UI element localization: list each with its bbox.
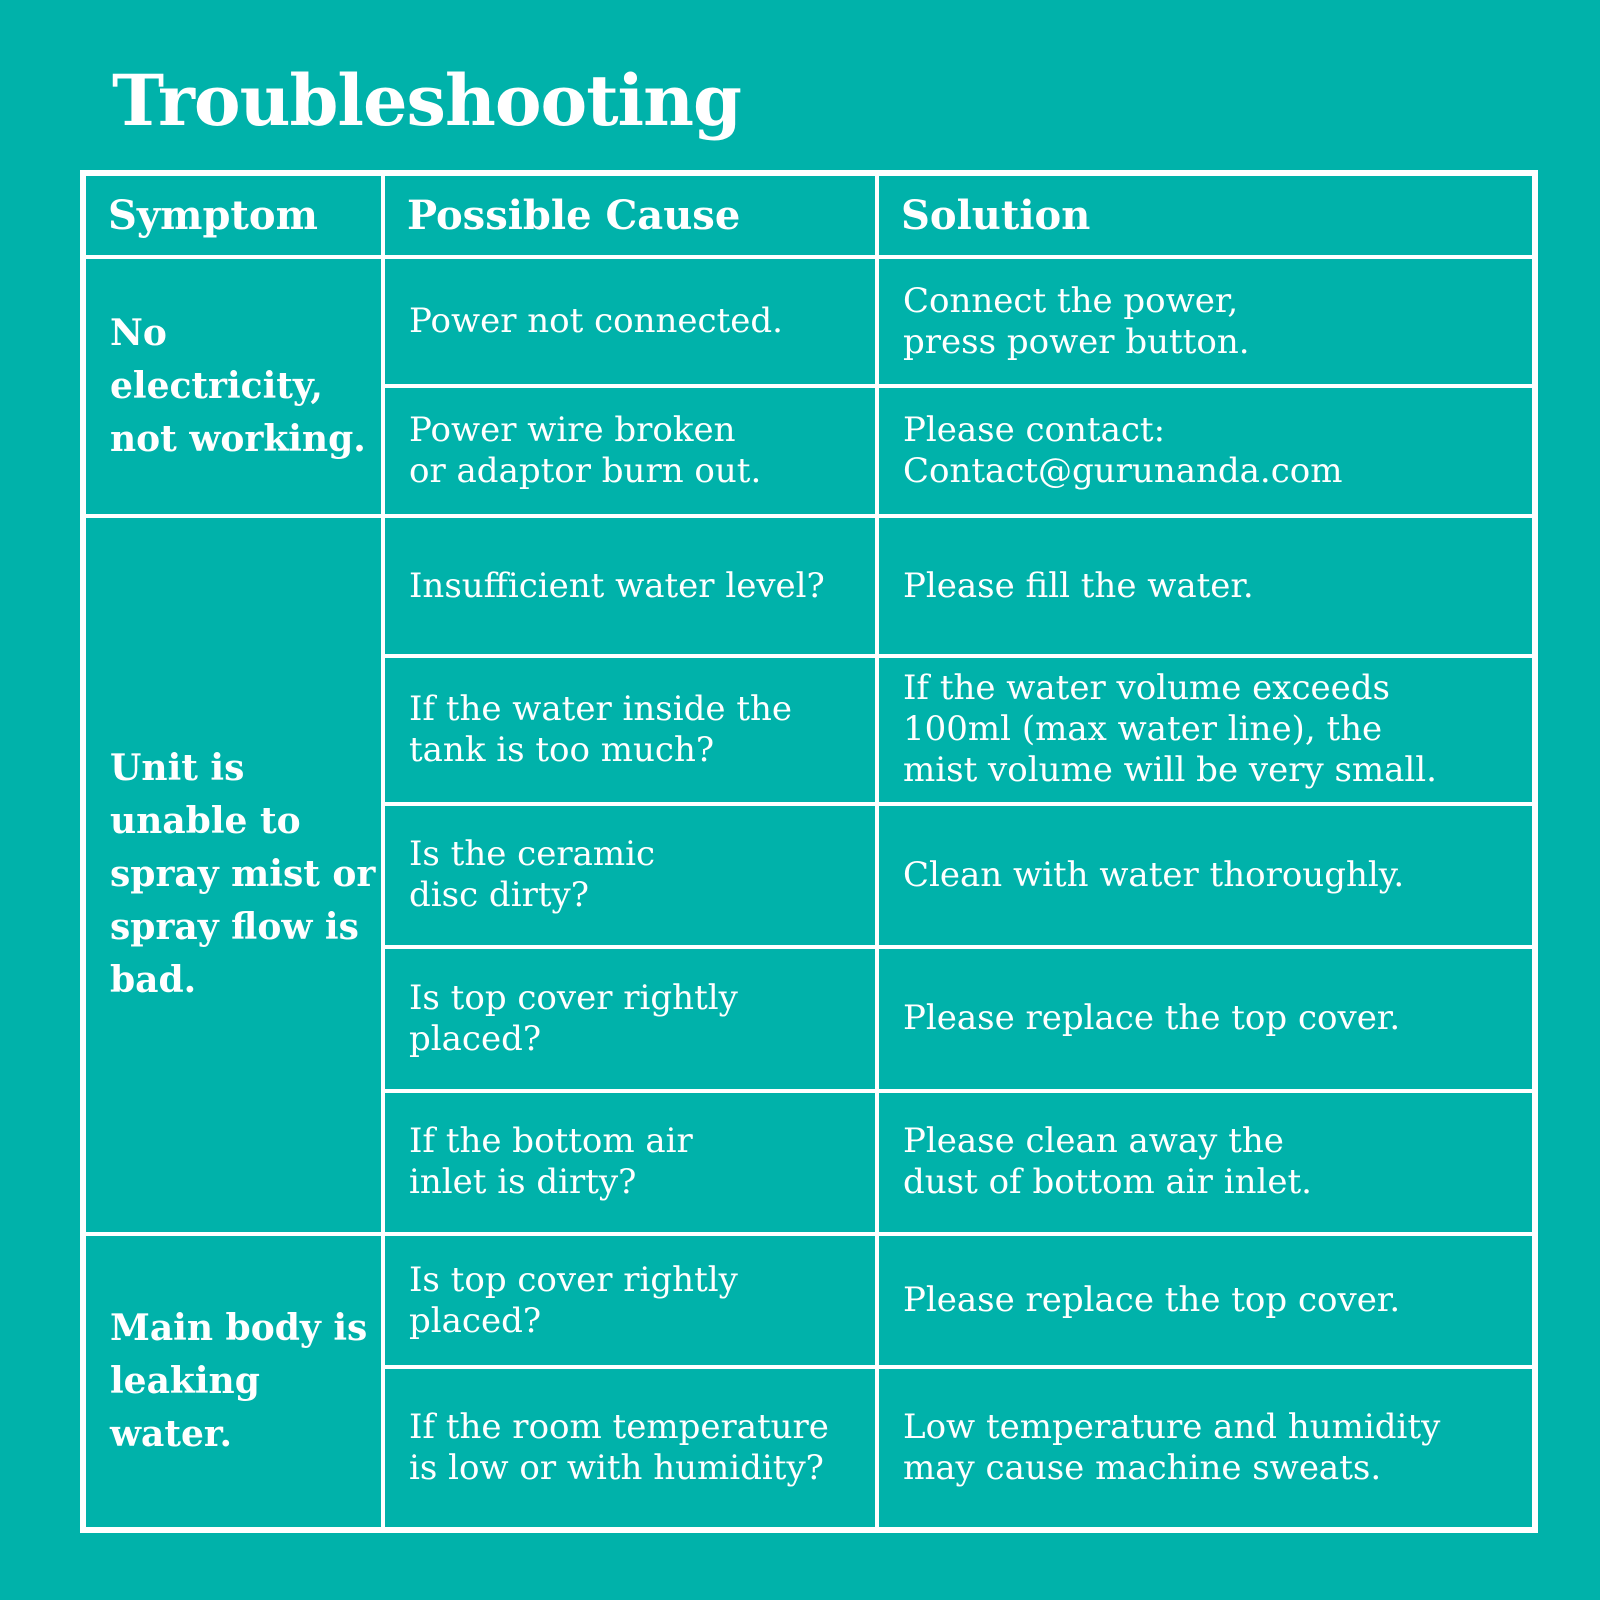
solution-cell: Please replace the top cover.: [877, 947, 1535, 1090]
troubleshooting-table: [80, 170, 1538, 1533]
solution-cell: Please replace the top cover.: [877, 1234, 1535, 1367]
table-row: [83, 1234, 1535, 1367]
solution-cell: If the water volume exceeds 100ml (max water line), the mist volume will be very small.: [877, 656, 1535, 803]
cause-cell: Is the ceramic disc dirty?: [383, 804, 877, 947]
cause-cell: If the bottom air inlet is dirty?: [383, 1091, 877, 1234]
cause-cell: Is top cover rightly placed?: [383, 947, 877, 1090]
solution-cell: Clean with water thoroughly.: [877, 804, 1535, 947]
table-row: [83, 257, 1535, 386]
solution-cell: Low temperature and humidity may cause machine sweats.: [877, 1367, 1535, 1530]
symptom-cell: No electricity, not working.: [83, 257, 383, 516]
header-symptom: Symptom: [83, 173, 383, 257]
cause-cell: If the water inside the tank is too much?: [383, 656, 877, 803]
solution-cell: Please clean away the dust of bottom air inlet.: [877, 1091, 1535, 1234]
cause-cell: Is top cover rightly placed?: [383, 1234, 877, 1367]
table-header-row: [83, 173, 1535, 257]
header-solution: Solution: [877, 173, 1535, 257]
cause-cell: If the room temperature is low or with humidity?: [383, 1367, 877, 1530]
solution-cell: Please contact: Contact@gurunanda.com: [877, 386, 1535, 515]
table-row: [83, 516, 1535, 656]
page-title: Troubleshooting: [112, 59, 741, 142]
solution-cell: Please fill the water.: [877, 516, 1535, 656]
header-possible-cause: Possible Cause: [383, 173, 877, 257]
cause-cell: Insufficient water level?: [383, 516, 877, 656]
cause-cell: Power not connected.: [383, 257, 877, 386]
solution-cell: Connect the power, press power button.: [877, 257, 1535, 386]
symptom-cell: Main body is leaking water.: [83, 1234, 383, 1530]
symptom-cell: Unit is unable to spray mist or spray flow is bad.: [83, 516, 383, 1234]
cause-cell: Power wire broken or adaptor burn out.: [383, 386, 877, 515]
